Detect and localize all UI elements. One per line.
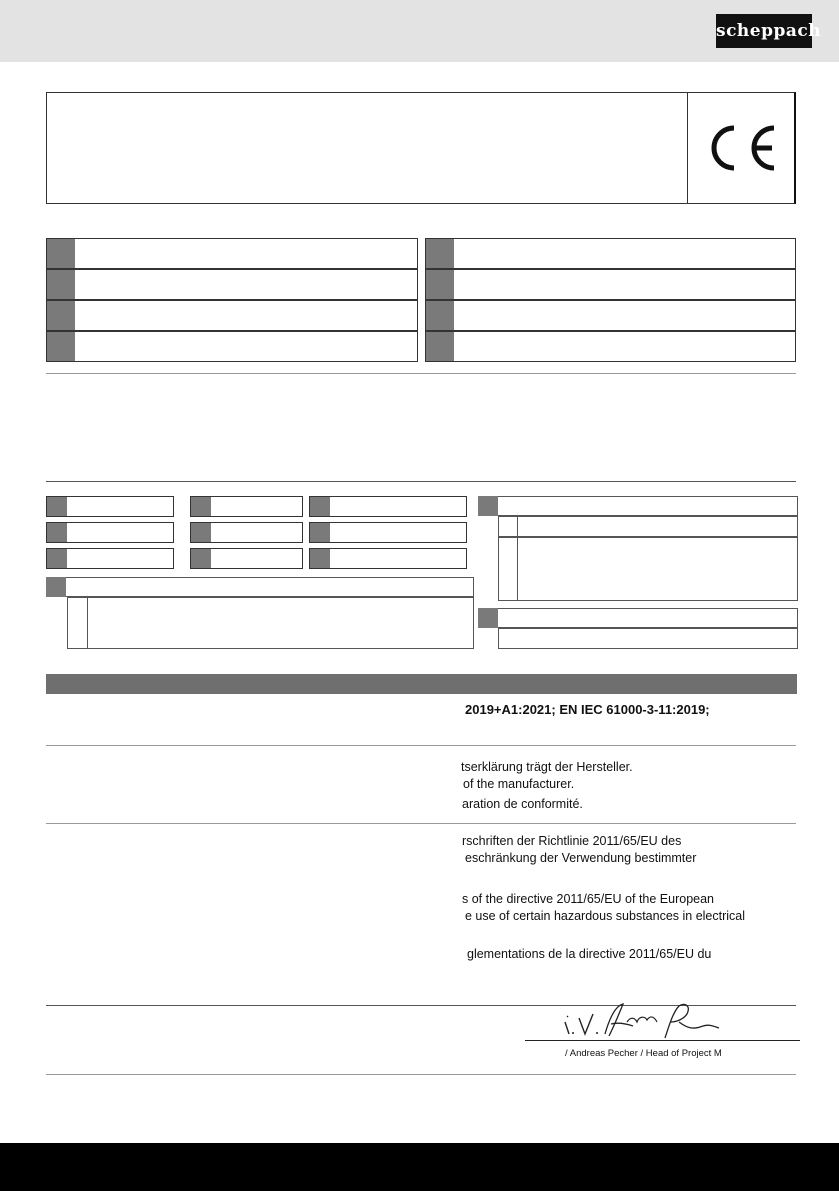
signature-caption: / Andreas Pecher / Head of Project M xyxy=(565,1048,722,1059)
directive-field xyxy=(190,496,303,517)
responsibility-line-en: of the manufacturer. xyxy=(463,777,575,791)
field-right-2 xyxy=(425,269,796,300)
ce-mark-icon xyxy=(704,123,780,173)
rohs-line: e use of certain hazardous substances in electrical xyxy=(465,909,746,923)
rohs-line: eschränkung der Verwendung bestimmter xyxy=(465,851,697,865)
directive-field xyxy=(309,548,467,569)
certificate-panel xyxy=(478,608,798,628)
ce-cell xyxy=(687,93,794,203)
directive-field xyxy=(190,548,303,569)
directive-field xyxy=(190,522,303,543)
field-left-2 xyxy=(46,269,418,300)
header-band xyxy=(0,0,839,62)
responsibility-line-fr: aration de conformité. xyxy=(462,797,583,811)
rohs-line: rschriften der Richtlinie 2011/65/EU des xyxy=(462,834,682,848)
notified-body-detail-inner xyxy=(517,537,798,601)
notified-body-panel xyxy=(478,496,798,516)
signature-line xyxy=(525,1040,800,1041)
field-right-4 xyxy=(425,331,796,362)
signature-handwriting xyxy=(553,1000,723,1042)
divider xyxy=(46,1074,796,1075)
rohs-line: s of the directive 2011/65/EU of the European xyxy=(462,892,715,906)
field-right-1 xyxy=(425,238,796,269)
directive-field xyxy=(46,522,174,543)
field-left-1 xyxy=(46,238,418,269)
certificate-row xyxy=(498,628,798,649)
annex-subpanel-inner xyxy=(87,597,474,649)
standards-header-bar xyxy=(46,674,797,694)
directive-field xyxy=(309,496,467,517)
directive-field xyxy=(46,548,174,569)
divider xyxy=(46,481,796,482)
field-left-3 xyxy=(46,300,418,331)
declaration-title-box xyxy=(46,92,796,204)
footer-band xyxy=(0,1143,839,1191)
directive-field xyxy=(46,496,174,517)
divider xyxy=(46,745,796,746)
rohs-line: glementations de la directive 2011/65/EU du xyxy=(467,947,712,961)
divider xyxy=(46,373,796,374)
annex-panel xyxy=(46,577,474,597)
standards-text: 2019+A1:2021; EN IEC 61000-3-11:2019; xyxy=(465,702,710,717)
scheppach-logo: scheppach xyxy=(716,14,812,48)
directive-field xyxy=(309,522,467,543)
field-right-3 xyxy=(425,300,796,331)
notified-body-row-inner xyxy=(517,516,798,537)
divider xyxy=(46,823,796,824)
responsibility-line-de: tserklärung trägt der Hersteller. xyxy=(461,760,633,774)
field-left-4 xyxy=(46,331,418,362)
